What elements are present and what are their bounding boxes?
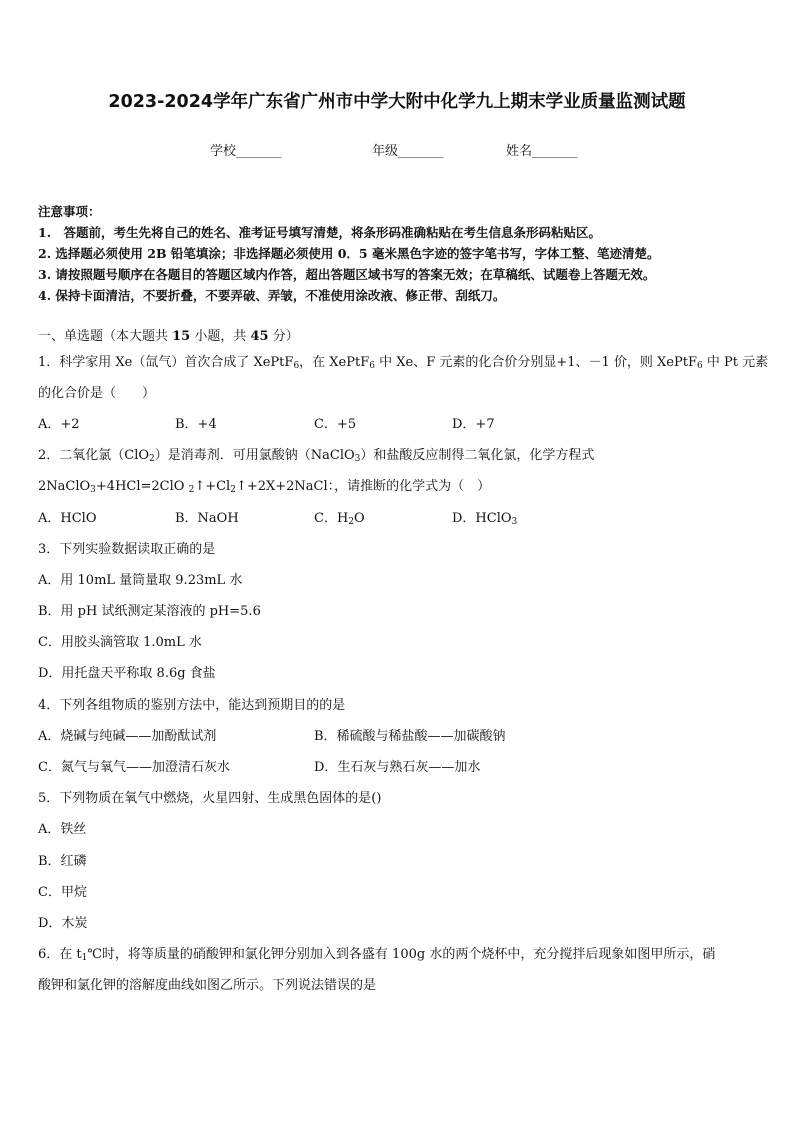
q2-option-c-sub: 2	[348, 517, 355, 527]
q2-option-d-text: D．HClO	[452, 511, 512, 526]
q1-text-b: ，在 XePtF	[299, 355, 370, 370]
q1-stem-line2: 的化合价是（ ）	[38, 386, 156, 401]
q6-text-a: 6．在 t	[38, 947, 82, 962]
q1-text-d: 中 Pt 元素	[702, 355, 769, 370]
q4-option-d: D．生石灰与熟石灰——加水	[314, 760, 481, 775]
q2-sub-1: 2	[149, 454, 155, 464]
q4-option-a: A．烧碱与纯碱——加酚酞试剂	[38, 729, 217, 744]
q2-text-b: ）是消毒剂．可用氯酸钠（NaClO	[154, 448, 355, 463]
q2-eq-sub-3: 2	[230, 485, 236, 495]
q2-eq-b: +4HCl=2ClO	[95, 479, 189, 494]
grade-field: 年级_______	[372, 144, 444, 159]
q1-sub-3: 6	[697, 361, 703, 371]
q6-text-b: ℃时，将等质量的硝酸钾和氯化钾分别加入到各盛有 100g 水的两个烧杯中，充分搅拌后现象如图甲所示，硝	[87, 947, 716, 962]
q2-option-d-sub: 3	[511, 517, 518, 527]
q2-option-a: A．HClO	[38, 511, 97, 526]
q6-stem-line2: 酸钾和氯化钾的溶解度曲线如图乙所示。下列说法错误的是	[38, 978, 377, 993]
q3-option-c: C．用胶头滴管取 1.0mL 水	[38, 635, 202, 650]
q2-eq-d: ↑+2X+2NaCl：，请推断的化学式为（ ）	[235, 479, 491, 494]
q2-eq-sub-2: 2	[188, 485, 195, 495]
q2-eq-sub-1: 3	[90, 485, 96, 495]
q2-text-c: ）和盐酸反应制得二氧化氯，化学方程式	[360, 448, 595, 463]
q2-stem-line1	[38, 447, 594, 465]
q1-stem-line1	[38, 354, 768, 372]
q2-equation-line	[38, 478, 490, 496]
q3-option-d: D．用托盘天平称取 8.6g 食盐	[38, 666, 216, 681]
note-item-4: 4. 保持卡面清洁，不要折叠，不要弄破、弄皱，不准使用涂改液、修正带、刮纸刀。	[38, 288, 506, 303]
q5-option-c: C．甲烷	[38, 885, 87, 900]
q2-text-a: 2．二氧化氯（ClO	[38, 448, 150, 463]
section-heading-prefix: 一、单选题（本大题共	[38, 329, 173, 344]
q1-option-c: C．+5	[314, 417, 357, 432]
q6-stem-line1	[38, 946, 715, 964]
q1-sub-2: 6	[369, 361, 375, 371]
section-total-score: 45	[250, 329, 269, 344]
section-heading-mid: 小题，共	[190, 329, 251, 344]
q2-sub-2: 3	[354, 454, 361, 464]
notes-heading: 注意事项：	[38, 204, 101, 219]
q1-option-a: A．+2	[38, 417, 80, 432]
q5-option-d: D．木炭	[38, 916, 88, 931]
q2-option-d	[452, 510, 517, 528]
q1-text-c: 中 Xe、F 元素的化合价分别显+1、－1 价，则 XePtF	[374, 355, 697, 370]
q5-option-b: B．红磷	[38, 854, 87, 869]
note-item-3: 3. 请按照题号顺序在各题目的答题区域内作答，超出答题区域书写的答案无效；在草稿纸、试题卷上答题无效。	[38, 267, 656, 282]
section-question-count: 15	[172, 329, 191, 344]
school-field: 学校_______	[210, 144, 282, 159]
q5-option-a: A．铁丝	[38, 822, 87, 837]
q4-stem: 4．下列各组物质的鉴别方法中，能达到预期目的的是	[38, 698, 346, 713]
section-heading-suffix: 分）	[268, 329, 299, 344]
name-field: 姓名_______	[506, 144, 578, 159]
q6-sub: 1	[81, 953, 88, 963]
q2-eq-a: 2NaClO	[38, 479, 91, 494]
section-heading	[38, 328, 299, 346]
q3-option-b: B．用 pH 试纸测定某溶液的 pH=5.6	[38, 604, 261, 619]
q1-sub-1: 6	[293, 361, 300, 371]
q2-option-c-text-a: C．H	[314, 511, 349, 526]
note-item-1: 1. 答题前，考生先将自己的姓名、准考证号填写清楚，将条形码准确粘贴在考生信息条形码粘贴区。	[38, 225, 602, 240]
q2-eq-c: ↑+Cl	[194, 479, 231, 494]
note-item-2: 2. 选择题必须使用 2B 铅笔填涂；非选择题必须使用 0．5 毫米黑色字迹的签字笔书写，字体工整、笔迹清楚。	[38, 246, 660, 261]
q2-option-c-text-b: O	[354, 511, 365, 526]
q2-option-c	[314, 510, 365, 528]
exam-title: 2023-2024学年广东省广州市中学大附中化学九上期末学业质量监测试题	[108, 92, 686, 112]
q3-stem: 3．下列实验数据读取正确的是	[38, 542, 216, 557]
q3-option-a: A．用 10mL 量筒量取 9.23mL 水	[38, 573, 243, 588]
q1-option-b: B．+4	[175, 417, 217, 432]
q2-option-b: B．NaOH	[175, 511, 239, 526]
q1-option-d: D．+7	[452, 417, 495, 432]
q4-option-c: C．氮气与氧气——加澄清石灰水	[38, 760, 230, 775]
q4-option-b: B．稀硫酸与稀盐酸——加碳酸钠	[314, 729, 506, 744]
q1-text-a: 1．科学家用 Xe（氙气）首次合成了 XePtF	[38, 355, 294, 370]
q5-stem: 5．下列物质在氧气中燃烧，火星四射、生成黑色固体的是()	[38, 791, 382, 806]
